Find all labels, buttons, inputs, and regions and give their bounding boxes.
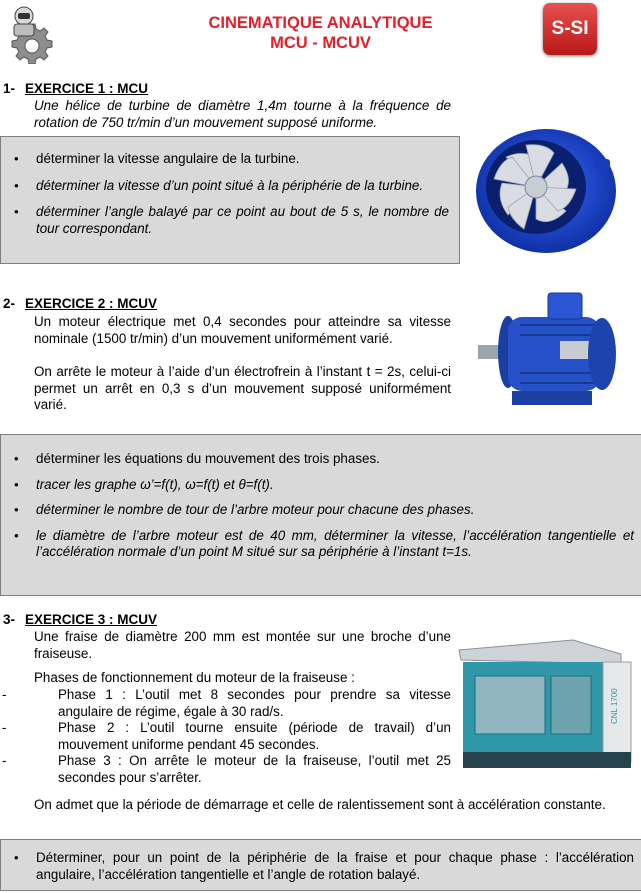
exercise-2-task-box [0,434,641,596]
exercise-1-task: • déterminer la vitesse d’un point situé à la périphérie de la turbine. [1,178,449,195]
exercise-1-task: • déterminer l’angle balayé par ce point au bout de 5 s, le nombre de tour correspondant. [1,204,449,237]
exercise-1-number: 1- [3,81,16,96]
exercise-2-label: EXERCICE 2 : MCUV [25,296,158,311]
exercise-3-note: On admet que la période de démarrage et celle de ralentissement sont à accélération constante. [34,797,606,812]
exercise-2-task: • tracer les graphe ω’=f(t), ω=f(t) et θ=f(t). [1,477,634,494]
page-title: CINEMATIQUE ANALYTIQUE [208,14,433,32]
turbine-fan-image [466,119,631,259]
electric-motor-image [476,287,636,423]
milling-machine-image [453,632,637,778]
exercise-3-phase: - Phase 2 : L’outil tourne ensuite (période de travail) d’un mouvement uniforme pendant 45 secondes. [0,720,451,753]
exercise-2-task: • déterminer les équations du mouvement des trois phases. [1,451,634,468]
exercise-1-task-box [0,136,460,264]
exercise-3-number: 3- [3,612,16,627]
exercise-2-statement-2: On arrête le moteur à l’aide d’un électrofrein à l’instant t = 2s, celui-ci permet un arrêt en 0,3 s d’un mouvement supposé uniformément varié. [34,364,451,413]
exercise-3-phase: - Phase 1 : L’outil met 8 secondes pour prendre sa vitesse angulaire de régime, égale à 30 rad/s. [0,687,451,720]
exercise-2-number: 2- [3,296,16,311]
exercise-3-label: EXERCICE 3 : MCUV [25,612,158,627]
exercise-2-task: • déterminer le nombre de tour de l’arbre moteur pour chacune des phases. [1,502,634,519]
exercise-3-phases-intro: Phases de fonctionnement du moteur de la fraiseuse : [34,670,355,685]
page-subtitle: MCU - MCUV [270,34,371,52]
exercise-3-statement: Une fraise de diamètre 200 mm est montée sur une broche d’une fraiseuse. [34,629,451,661]
exercise-3-phase-list [34,687,451,787]
exercise-3-phase: - Phase 3 : On arrête le moteur de la fraiseuse, l’outil met 25 secondes pour s’arrêter. [0,753,451,786]
exercise-3-task: • Déterminer, pour un point de la périphérie de la fraise et pour chaque phase : l’accélération angulaire, l’accélération tangentielle et l’angle de rotation balayé. [1,850,634,883]
exercise-2-task: • le diamètre de l’arbre moteur est de 40 mm, déterminer la vitesse, l’accélération tangentielle et l’accélération normale d’un point M situé sur sa périphérie à l’instant t=1s. [1,528,634,561]
exercise-3-task-box [0,839,641,891]
exercise-1-task: • déterminer la vitesse angulaire de la turbine. [1,151,449,168]
exercise-1-heading [3,81,148,98]
exercise-1-statement: Une hélice de turbine de diamètre 1,4m tourne à la fréquence de rotation de 750 tr/min d’un mouvement supposé uniforme. [34,98,451,130]
machine-label: CNL 1700 [610,688,619,724]
ssi-logo: S-SI [543,3,597,55]
exercise-2-statement-1: Un moteur électrique met 0,4 secondes pour atteindre sa vitesse nominale (1500 tr/min) d’un mouvement uniformément varié. [34,314,451,346]
exercise-2-heading [3,296,157,313]
exercise-3-heading [3,612,157,629]
exercise-1-label: EXERCICE 1 : MCU [25,81,149,96]
